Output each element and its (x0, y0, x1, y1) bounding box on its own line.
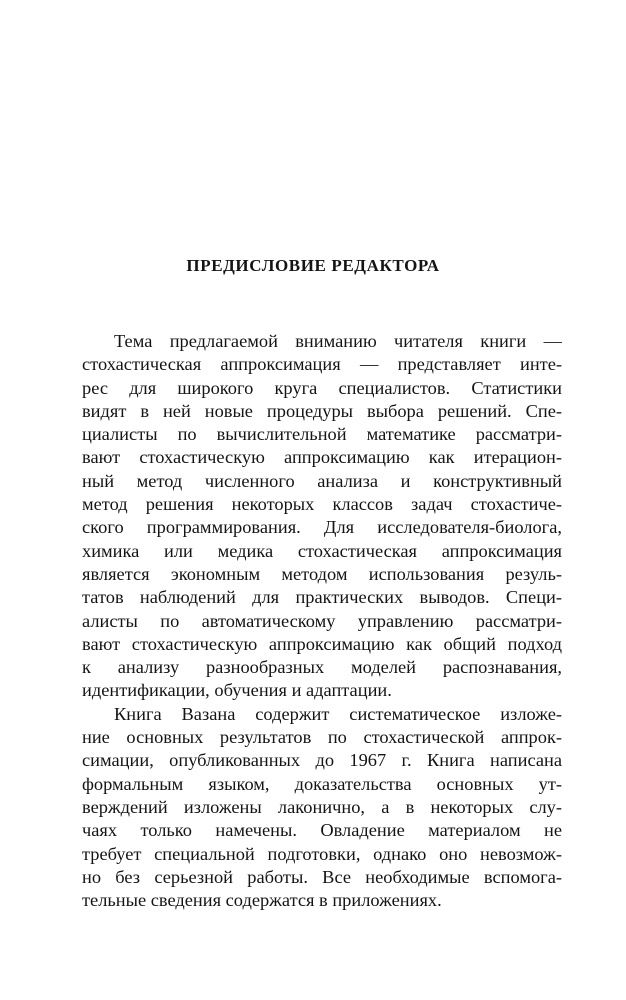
text-line: ние основных результатов по стохастической аппрок- (82, 727, 562, 748)
text-line: верждений изложены лаконично, а в некоторых слу- (82, 796, 562, 817)
text-line: химика или медика стохастическая аппроксимация (82, 540, 562, 561)
text-line: требует специальной подготовки, однако оно невозмож- (82, 843, 562, 864)
text-line: идентификации, обучения и адаптации. (82, 680, 392, 701)
text-line: чаях только намечены. Овладение материалом не (82, 820, 562, 841)
text-line: формальным языком, доказательства основных ут- (82, 773, 562, 794)
text-line: алисты по автоматическому управлению рассматри- (82, 610, 562, 631)
text-line: Книга Вазана содержит систематическое изложе- (114, 703, 562, 724)
text-line: стохастическая аппроксимация — представляет инте- (82, 354, 562, 375)
text-line: к анализу разнообразных моделей распознавания, (82, 657, 562, 678)
text-line: ского программирования. Для исследователя-биолога, (82, 517, 562, 538)
chapter-heading: ПРЕДИСЛОВИЕ РЕДАКТОРА (186, 256, 440, 275)
text-line: вают стохастическую аппроксимацию как общий подход (82, 633, 562, 654)
text-line: Тема предлагаемой вниманию читателя книги — (114, 331, 562, 351)
text-line: но без серьезной работы. Все необходимые вспомога- (82, 866, 562, 887)
body-text (82, 330, 562, 912)
text-line: вают стохастическую аппроксимацию как итерацион- (82, 447, 562, 468)
text-line: метод решения некоторых классов задач стохастиче- (82, 494, 562, 515)
text-line: циалисты по вычислительной математике рассматри- (82, 424, 562, 445)
text-line: рес для широкого круга специалистов. Статистики (82, 377, 562, 398)
text-line: татов наблюдений для практических выводов. Специ- (82, 587, 562, 608)
text-line: видят в ней новые процедуры выбора решений. Спе- (82, 400, 562, 421)
text-line: ный метод численного анализа и конструктивный (82, 470, 562, 491)
text-line: тельные сведения содержатся в приложениях. (82, 890, 442, 911)
text-line: симации, опубликованных до 1967 г. Книга написана (82, 750, 562, 771)
text-line: является экономным методом использования резуль- (82, 563, 562, 584)
